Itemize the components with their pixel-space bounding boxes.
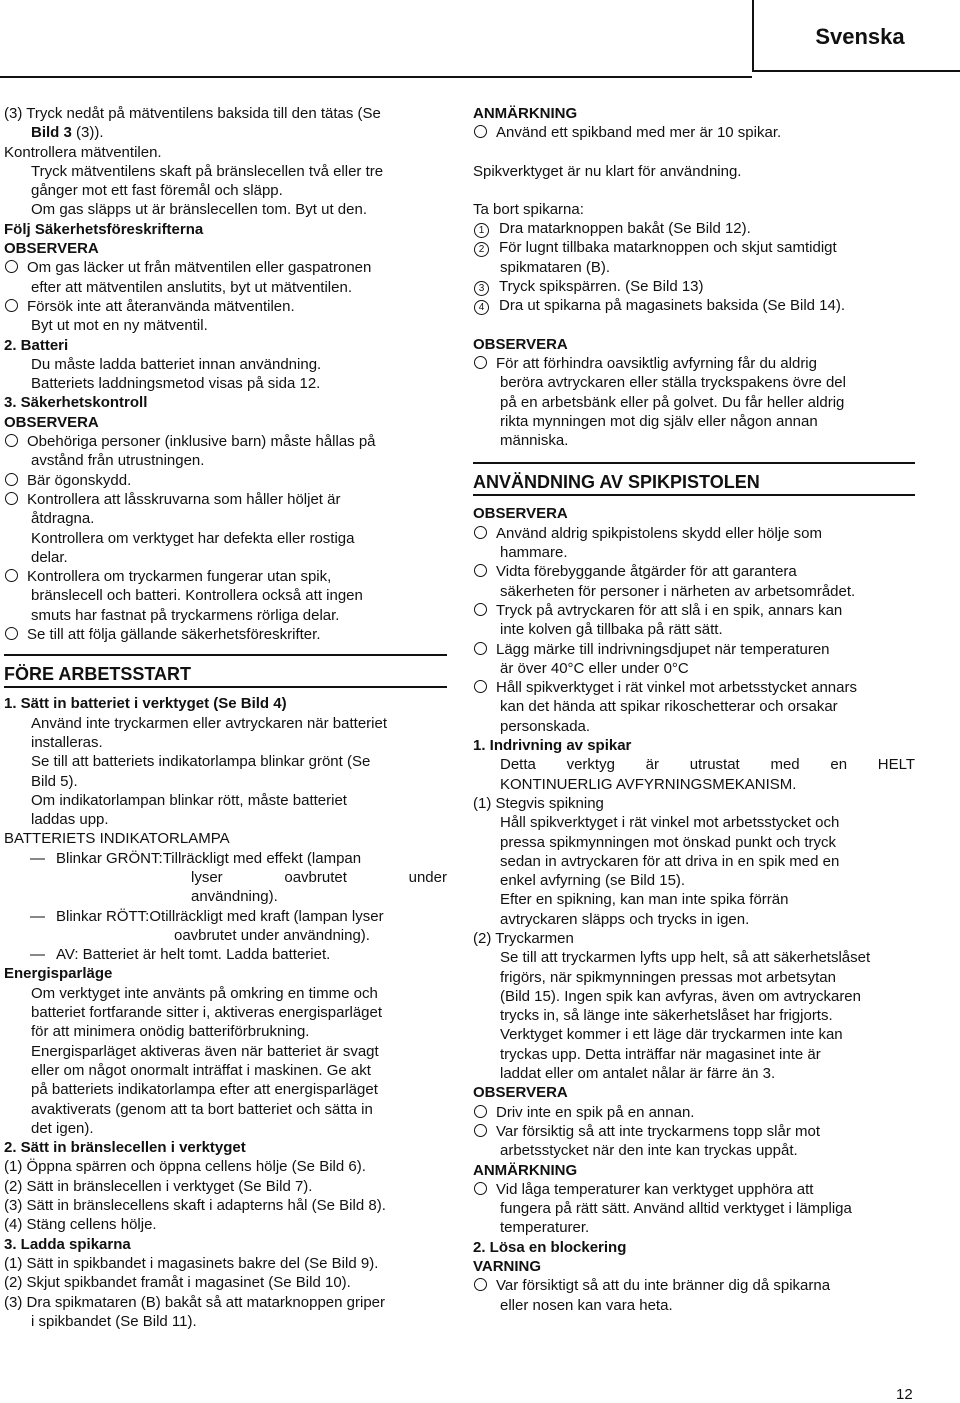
text-line: delar. bbox=[31, 548, 68, 566]
circled-number-icon: 2 bbox=[474, 242, 489, 257]
numbered-step bbox=[473, 296, 915, 315]
text-line: på en arbetsbänk eller på golvet. Du får heller aldrig bbox=[500, 393, 845, 411]
step-text: Tryck spikspärren. (Se Bild 13) bbox=[499, 278, 704, 296]
text-line: Verktyget kommer i ett läge där tryckarmen inte kan bbox=[500, 1026, 843, 1044]
text-line: bränslecell och batteri. Kontrollera också att ingen bbox=[31, 587, 363, 605]
notice-heading: OBSERVERA bbox=[473, 505, 568, 523]
text-line: laddas upp. bbox=[31, 811, 109, 829]
indicator-row bbox=[4, 907, 447, 926]
numbered-heading: 3. Ladda spikarna bbox=[4, 1235, 131, 1253]
numbered-step bbox=[473, 277, 915, 296]
circled-number-icon: 1 bbox=[474, 223, 489, 238]
text-line: (2) Sätt in bränslecellen i verktyget (Se Bild 7). bbox=[4, 1177, 313, 1195]
text-line bbox=[473, 755, 915, 774]
dash-icon: — bbox=[30, 907, 45, 925]
circle-bullet-icon bbox=[474, 125, 487, 138]
indicator-row bbox=[4, 849, 447, 868]
circle-bullet-icon bbox=[5, 260, 18, 273]
circle-bullet-icon bbox=[474, 1182, 487, 1195]
text-line: frigörs, när spikmynningen pressas mot arbetsytan bbox=[500, 968, 836, 986]
text-line: temperaturer. bbox=[500, 1219, 590, 1237]
circled-number-icon: 4 bbox=[474, 300, 489, 315]
text-line: Kontrollera om verktyget har defekta eller rostiga bbox=[31, 529, 355, 547]
text-line: personskada. bbox=[500, 717, 591, 735]
text-span: (3)). bbox=[71, 124, 104, 142]
numbered-heading: 2. Batteri bbox=[4, 336, 69, 354]
step-text: Dra matarknoppen bakåt (Se Bild 12). bbox=[499, 220, 751, 238]
notice-heading: OBSERVERA bbox=[473, 1084, 568, 1102]
bullet-text: Håll spikverktyget i rät vinkel mot arbetsstycket annars bbox=[496, 679, 857, 697]
text-line: avtryckaren släpps och trycks in igen. bbox=[500, 910, 750, 928]
notice-heading: OBSERVERA bbox=[4, 413, 99, 431]
notice-heading: OBSERVERA bbox=[473, 335, 568, 353]
notice-heading: OBSERVERA bbox=[4, 240, 99, 258]
step-text: Dra ut spikarna på magasinets baksida (Se Bild 14). bbox=[499, 297, 846, 315]
text-line: laddat eller om antalet nålar är färre än 3. bbox=[500, 1065, 776, 1083]
text-line: i spikbandet (Se Bild 11). bbox=[31, 1312, 197, 1330]
text-line: användning). bbox=[191, 888, 278, 906]
numbered-heading: 2. Sätt in bränslecellen i verktyget bbox=[4, 1139, 246, 1157]
notice-heading: ANMÄRKNING bbox=[473, 1161, 578, 1179]
spacer bbox=[473, 450, 915, 462]
bullet-line bbox=[473, 640, 915, 659]
bullet-text: Bär ögonskydd. bbox=[27, 471, 132, 489]
text-line: på batteriets indikatorlampa efter att energisparläget bbox=[31, 1081, 378, 1099]
indicator-text: Otillräckligt med kraft (lampan lyser bbox=[149, 907, 384, 925]
bullet-text: Vid låga temperaturer kan verktyget upphöra att bbox=[496, 1180, 814, 1198]
circle-bullet-icon bbox=[474, 642, 487, 655]
bullet-text: Driv inte en spik på en annan. bbox=[496, 1103, 695, 1121]
text-line: pressa spikmynningen mot önskad punkt och tryck bbox=[500, 833, 836, 851]
indicator-label: Blinkar GRÖNT: bbox=[56, 849, 163, 867]
text-line: (1) Öppna spärren och öppna cellens hölje (Se Bild 6). bbox=[4, 1158, 366, 1176]
text-line: tryckas upp. Detta inträffar när magasinet inte är bbox=[500, 1045, 821, 1063]
bullet-text: Obehöriga personer (inklusive barn) måste hållas på bbox=[27, 433, 376, 451]
text-line: Efter en spikning, kan man inte spika förrän bbox=[500, 891, 789, 909]
subheading: Energisparläge bbox=[4, 965, 113, 983]
text-line: (3) Dra spikmataren (B) bakåt så att matarknoppen griper bbox=[4, 1293, 385, 1311]
bullet-line bbox=[4, 432, 447, 451]
indicator-text: Tillräckligt med effekt (lampan bbox=[162, 849, 362, 867]
circle-bullet-icon bbox=[474, 603, 487, 616]
language-tab bbox=[752, 0, 960, 72]
text-line: Håll spikverktyget i rät vinkel mot arbetsstycket och bbox=[500, 814, 840, 832]
bullet-line bbox=[4, 490, 447, 509]
text-line: sedan in avtryckaren för att driva in en spik med en bbox=[500, 852, 840, 870]
bullet-line bbox=[473, 678, 915, 697]
bullet-line bbox=[473, 1122, 915, 1141]
bullet-line bbox=[473, 601, 915, 620]
text-line: Batteriets laddningsmetod visas på sida 12. bbox=[31, 375, 321, 393]
text-line: inte kolven gå tillbaka på rätt sätt. bbox=[500, 621, 723, 639]
text-line: för att minimera onödig batteriförbrukning. bbox=[31, 1023, 310, 1041]
numbered-heading: 1. Sätt in batteriet i verktyget (Se Bild 4) bbox=[4, 695, 287, 713]
text-line: Spikverktyget är nu klart för användning. bbox=[473, 162, 742, 180]
bullet-line bbox=[4, 258, 447, 277]
spacer bbox=[4, 644, 447, 654]
text-line: människa. bbox=[500, 432, 569, 450]
circle-bullet-icon bbox=[5, 627, 18, 640]
warning-heading: VARNING bbox=[473, 1258, 542, 1276]
text-line: (3) Tryck nedåt på mätventilens baksida till den tätas (Se bbox=[4, 105, 381, 122]
figure-ref: Bild 3 bbox=[31, 124, 72, 142]
numbered-heading: 3. Säkerhetskontroll bbox=[4, 394, 148, 412]
text-line: säkerheten för personer i närheten av arbetsområdet. bbox=[500, 582, 856, 600]
bullet-text: Var försiktigt så att du inte bränner dig då spikarna bbox=[496, 1277, 831, 1295]
justified-text: lyser oavbrutet under bbox=[191, 868, 447, 886]
text-line: arbetsstycket när den inte kan tryckas uppåt. bbox=[500, 1142, 798, 1160]
bullet-line bbox=[473, 354, 915, 373]
bullet-line bbox=[4, 471, 447, 490]
text-line: (1) Sätt in spikbandet i magasinets bakre del (Se Bild 9). bbox=[4, 1254, 379, 1272]
text-line: enkel avfyrning (se Bild 15). bbox=[500, 872, 686, 890]
bullet-line bbox=[473, 123, 915, 142]
circle-bullet-icon bbox=[474, 1124, 487, 1137]
dash-icon: — bbox=[30, 849, 45, 867]
text-line: beröra avtryckaren eller ställa tryckspakens övre del bbox=[500, 374, 846, 392]
bullet-text: Om gas läcker ut från mätventilen eller gaspatronen bbox=[27, 259, 372, 277]
notice-heading: ANMÄRKNING bbox=[473, 105, 578, 122]
text-line: åtdragna. bbox=[31, 510, 95, 528]
bullet-text: Kontrollera om tryckarmen fungerar utan spik, bbox=[27, 568, 332, 586]
text-line: Om indikatorlampan blinkar rött, måste batteriet bbox=[31, 791, 347, 809]
text-line: avaktiverats (genom att ta bort batteriet och sätta in bbox=[31, 1100, 373, 1118]
text-line: Kontrollera mätventilen. bbox=[4, 143, 162, 161]
right-column bbox=[473, 104, 915, 1315]
bullet-line bbox=[4, 625, 447, 644]
text-line: Tryck mätventilens skaft på bränslecellen två eller tre bbox=[31, 162, 384, 180]
text-line: Se till att batteriets indikatorlampa blinkar grönt (Se bbox=[31, 753, 371, 771]
text-line: är över 40°C eller under 0°C bbox=[500, 659, 689, 677]
language-label: Svenska bbox=[815, 24, 905, 49]
text-line: avstånd från utrustningen. bbox=[31, 452, 205, 470]
circle-bullet-icon bbox=[5, 299, 18, 312]
left-column bbox=[4, 104, 447, 1331]
bullet-line bbox=[4, 297, 447, 316]
text-line: installeras. bbox=[31, 733, 103, 751]
text-line: Om gas släpps ut är bränslecellen tom. Byt ut den. bbox=[31, 201, 367, 219]
text-line bbox=[4, 123, 447, 142]
spacer bbox=[473, 143, 915, 162]
text-line: kan det hända att spikar rikoschetterar och orsakar bbox=[500, 698, 838, 716]
indicator-text: AV: Batteriet är helt tomt. Ladda batteriet. bbox=[56, 946, 331, 964]
circle-bullet-icon bbox=[474, 1278, 487, 1291]
subheading: Följ Säkerhetsföreskrifterna bbox=[4, 220, 204, 238]
text-line: hammare. bbox=[500, 544, 568, 562]
circle-bullet-icon bbox=[5, 434, 18, 447]
bullet-text: Lägg märke till indrivningsdjupet när temperaturen bbox=[496, 640, 830, 658]
text-line: efter att mätventilen anslutits, byt ut mätventilen. bbox=[31, 278, 352, 296]
text-line: (4) Stäng cellens hölje. bbox=[4, 1216, 157, 1234]
text-line: Se till att tryckarmen lyfts upp helt, så att säkerhetslåset bbox=[500, 949, 871, 967]
section-title: ANVÄNDNING AV SPIKPISTOLEN bbox=[473, 472, 760, 493]
text-line: Ta bort spikarna: bbox=[473, 200, 584, 218]
circled-number-icon: 3 bbox=[474, 281, 489, 296]
circle-bullet-icon bbox=[474, 526, 487, 539]
justified-text: Detta verktyg är utrustat med en HELT bbox=[500, 756, 915, 774]
text-line: Byt ut mot en ny mätventil. bbox=[31, 317, 208, 335]
dash-icon: — bbox=[30, 946, 45, 964]
bullet-text: Kontrollera att låsskruvarna som håller höljet är bbox=[27, 490, 341, 508]
header-rule bbox=[0, 76, 752, 78]
step-text: För lugnt tillbaka matarknoppen och skjut samtidigt bbox=[499, 239, 837, 257]
bullet-line bbox=[473, 1276, 915, 1295]
text-line bbox=[4, 868, 447, 887]
text-line: oavbrutet under användning). bbox=[174, 926, 370, 944]
text-line: Om verktyget inte använts på omkring en timme och bbox=[31, 984, 378, 1002]
text-line: (Bild 15). Ingen spik kan avfyras, även om avtryckaren bbox=[500, 987, 861, 1005]
bullet-text: Försök inte att återanvända mätventilen. bbox=[27, 297, 295, 315]
text-line: KONTINUERLIG AVFYRNINGSMEKANISM. bbox=[500, 775, 797, 793]
text-line: det igen). bbox=[31, 1119, 94, 1137]
bullet-line bbox=[473, 524, 915, 543]
text-line: eller nosen kan vara heta. bbox=[500, 1296, 673, 1314]
bullet-text: Använd aldrig spikpistolens skydd eller hölje som bbox=[496, 524, 823, 542]
text-line: (3) Sätt in bränslecellens skaft i adapterns hål (Se Bild 8). bbox=[4, 1197, 386, 1215]
bullet-text: Använd ett spikband med mer är 10 spikar. bbox=[496, 124, 782, 142]
bullet-text: Vidta förebyggande åtgärder för att garantera bbox=[496, 563, 797, 581]
bullet-text: Var försiktig så att inte tryckarmens topp slår mot bbox=[496, 1122, 821, 1140]
text-line: Du måste ladda batteriet innan användning. bbox=[31, 355, 322, 373]
numbered-step bbox=[473, 219, 915, 238]
bullet-line bbox=[473, 1103, 915, 1122]
text-line: gånger mot ett fast föremål och släpp. bbox=[31, 182, 283, 200]
circle-bullet-icon bbox=[5, 569, 18, 582]
page-number: 12 bbox=[896, 1386, 913, 1403]
text-line: (1) Stegvis spikning bbox=[473, 794, 604, 812]
text-line: Använd inte tryckarmen eller avtryckaren när batteriet bbox=[31, 714, 387, 732]
bullet-text: Tryck på avtryckaren för att slå i en spik, annars kan bbox=[496, 601, 843, 619]
text-line: spikmataren (B). bbox=[500, 258, 611, 276]
bullet-text: För att förhindra oavsiktlig avfyrning får du aldrig bbox=[496, 354, 817, 372]
text-line: Energisparläget aktiveras även när batteriet är svagt bbox=[31, 1042, 379, 1060]
spacer bbox=[473, 181, 915, 200]
circle-bullet-icon bbox=[474, 564, 487, 577]
numbered-heading: 1. Indrivning av spikar bbox=[473, 737, 632, 755]
bullet-text: Se till att följa gällande säkerhetsföreskrifter. bbox=[27, 626, 321, 644]
text-line: (2) Skjut spikbandet framåt i magasinet (Se Bild 10). bbox=[4, 1274, 351, 1292]
text-line: (2) Tryckarmen bbox=[473, 929, 574, 947]
text-line: eller om något onormalt inträffat i maskinen. Ge akt bbox=[31, 1061, 371, 1079]
numbered-heading: 2. Lösa en blockering bbox=[473, 1238, 627, 1256]
indicator-label: Blinkar RÖTT: bbox=[56, 907, 150, 925]
spacer bbox=[473, 316, 915, 335]
text-line: fungera på rätt sätt. Använd alltid verktyget i lämpliga bbox=[500, 1200, 852, 1218]
bullet-line bbox=[473, 562, 915, 581]
text-line: rikta mynningen mot dig själv eller någon annan bbox=[500, 412, 818, 430]
numbered-step bbox=[473, 238, 915, 257]
circle-bullet-icon bbox=[5, 473, 18, 486]
circle-bullet-icon bbox=[474, 1105, 487, 1118]
text-line: smuts har fastnat på tryckarmens rörliga delar. bbox=[31, 606, 340, 624]
circle-bullet-icon bbox=[5, 492, 18, 505]
section-title: FÖRE ARBETSSTART bbox=[4, 664, 191, 685]
text-line: BATTERIETS INDIKATORLAMPA bbox=[4, 830, 230, 848]
spacer bbox=[473, 496, 915, 504]
bullet-line bbox=[4, 567, 447, 586]
text-line: Bild 5). bbox=[31, 772, 78, 790]
text-line: trycks in, så länge inte säkerhetslåset har frigjorts. bbox=[500, 1007, 833, 1025]
indicator-row bbox=[4, 945, 447, 964]
circle-bullet-icon bbox=[474, 680, 487, 693]
circle-bullet-icon bbox=[474, 356, 487, 369]
text-line: batteriet fortfarande sitter i, aktiveras energisparläget bbox=[31, 1004, 383, 1022]
bullet-line bbox=[473, 1180, 915, 1199]
